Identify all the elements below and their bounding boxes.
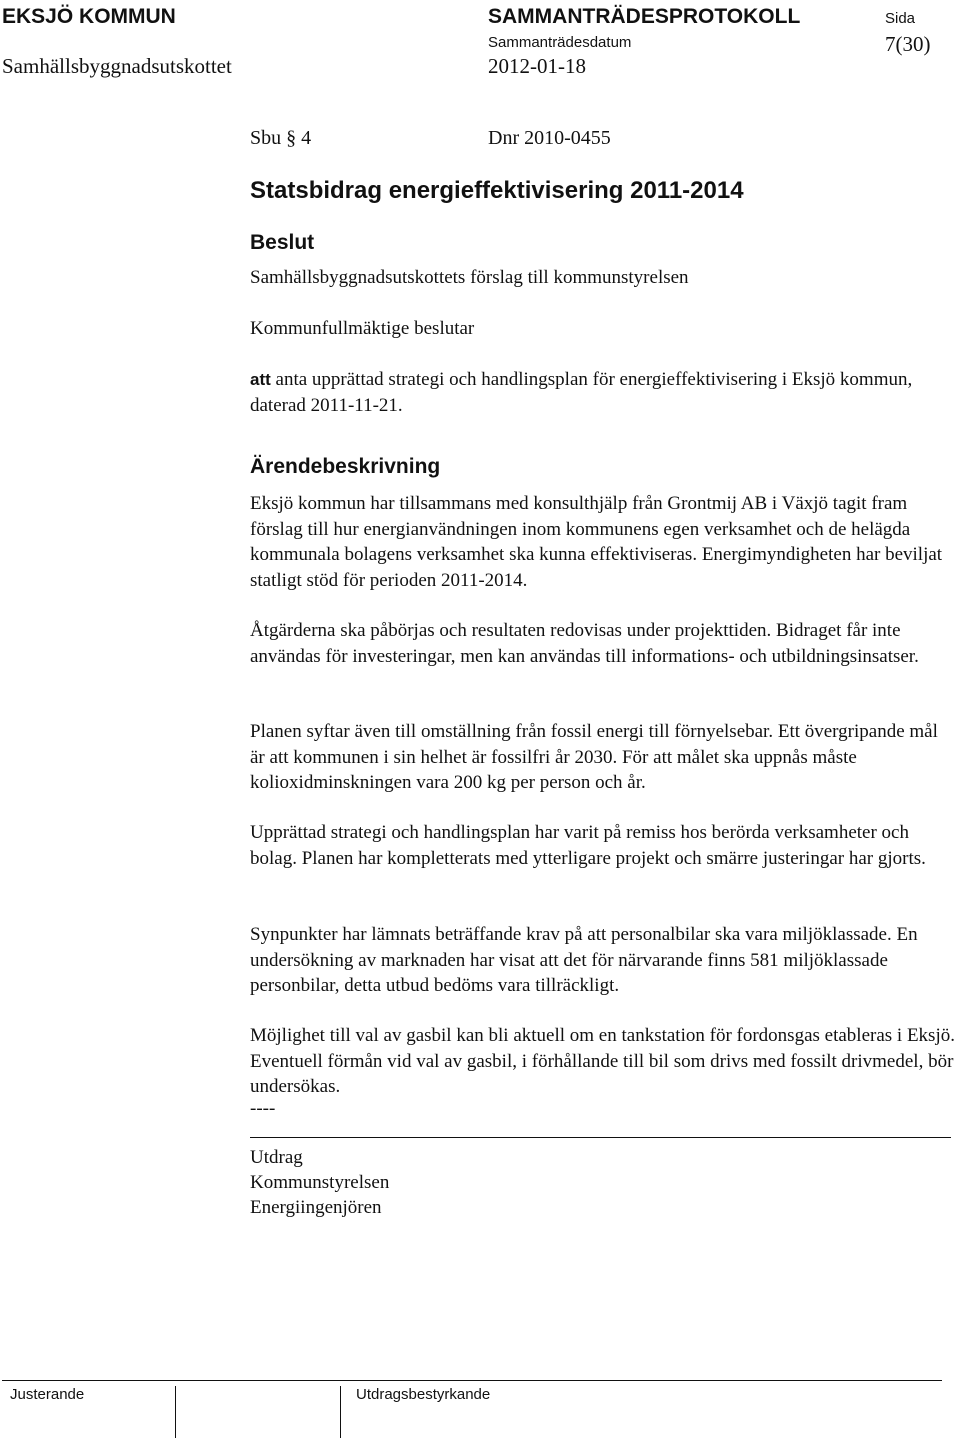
signature-box-divider [175, 1386, 176, 1438]
description-paragraph: Planen syftar även till omställning från fossil energi till förnyelsebar. Ett övergripande mål är att kommunen i sin helhet är fossilfri år 2030. För att målet ska uppnås måste kolioxidminskningen vara 200 kg per person och år. [250, 721, 938, 793]
decision-att-text: anta upprättad strategi och handlingsplan för energieffektivisering i Eksjö kommun, daterad 2011-11-21. [250, 369, 913, 416]
date-label: Sammanträdesdatum [488, 34, 632, 51]
description-paragraph: Eksjö kommun har tillsammans med konsulthjälp från Grontmij AB i Växjö tagit fram förslag till hur energianvändningen inom kommunens egen verksamhet och de helägda kommunala bolagens verksamhet ska kunna effektiviseras. Energimyndigheten har beviljat statligt stöd för perioden 2011-2014. [250, 493, 943, 591]
divider-line [250, 1137, 951, 1138]
recipient: Kommunstyrelsen [250, 1172, 390, 1193]
meeting-date: 2012-01-18 [488, 54, 586, 78]
page-label: Sida [885, 10, 916, 27]
description-paragraph: Upprättad strategi och handlingsplan har varit på remiss hos berörda verksamheter och bolag. Planen har kompletterats med ytterligare projekt och smärre justeringar har gjorts. [250, 822, 926, 869]
description-paragraph: Åtgärderna ska påbörjas och resultaten redovisas under projekttiden. Bidraget får inte användas för investeringar, men kan användas till informations- och utbildningsinsatser. [250, 620, 919, 667]
description-paragraph: Synpunkter har lämnats beträffande krav på att personalbilar ska vara miljöklassade. En undersökning av marknaden har visat att det för närvarande finns 581 miljöklassade personbilar, detta utbud bedöms vara tillräckligt. [250, 924, 918, 996]
page-number: 7(30) [885, 32, 931, 56]
committee-name: Samhällsbyggnadsutskottet [2, 54, 232, 78]
description-paragraph: Möjlighet till val av gasbil kan bli aktuell om en tankstation för fordonsgas etableras i Eksjö. Eventuell förmån vid val av gasbil, i förhållande till bil som drivs med fossilt drivmedel, bör undersökas. [250, 1025, 955, 1097]
footer-justerande: Justerande [10, 1386, 85, 1403]
recipient: Energiingenjören [250, 1197, 382, 1218]
footer-line [2, 1380, 942, 1381]
document-type: SAMMANTRÄDESPROTOKOLL [488, 5, 801, 28]
decision-heading: Beslut [250, 231, 315, 254]
diary-number: Dnr 2010-0455 [488, 127, 611, 149]
paragraph-number: Sbu § 4 [250, 127, 312, 149]
decision-proposal: Samhällsbyggnadsutskottets förslag till kommunstyrelsen [250, 267, 689, 288]
council-decides: Kommunfullmäktige beslutar [250, 318, 475, 339]
case-title: Statsbidrag energieffektivisering 2011-2014 [250, 177, 744, 204]
description-heading: Ärendebeskrivning [250, 455, 441, 478]
separator-text: ---- [250, 1098, 276, 1119]
att-keyword: att [250, 370, 271, 389]
decision-text [250, 367, 955, 418]
footer-utdragsbestyrkande: Utdragsbestyrkande [356, 1386, 491, 1403]
signature-box-divider [340, 1386, 341, 1438]
extract-label: Utdrag [250, 1147, 303, 1168]
org-name: EKSJÖ KOMMUN [2, 5, 176, 28]
